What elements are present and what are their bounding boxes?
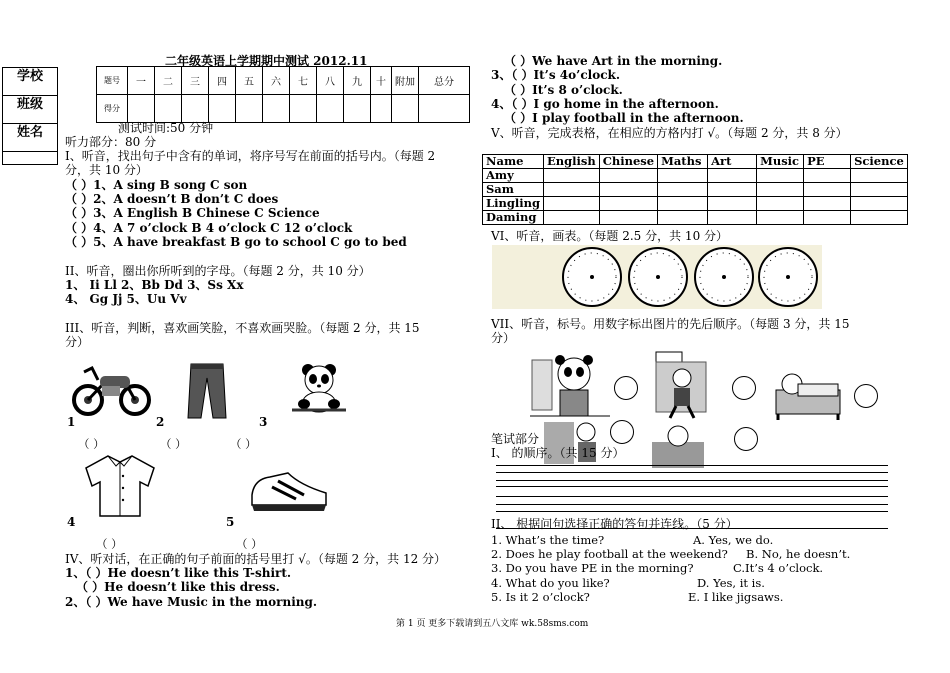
section4-title: IV、听对话，在正确的句子前面的括号里打 √。（每题 2 分，共 12 分）: [65, 552, 447, 566]
answer-paren: （ ）: [96, 537, 123, 551]
check-cell[interactable]: [599, 197, 657, 211]
section1-item: （ ）3、A English B Chinese C Science: [65, 206, 320, 220]
section5-title: V、听音，完成表格，在相应的方格内打 √。（每题 2 分，共 8 分）: [491, 126, 848, 140]
order-circle[interactable]: [610, 420, 634, 444]
check-cell[interactable]: [708, 169, 757, 183]
score-row-label: 得分: [97, 95, 128, 123]
score-header-cell: 三: [182, 67, 209, 95]
score-cell: [317, 95, 344, 123]
check-cell[interactable]: [544, 197, 600, 211]
name-label: 姓名: [3, 124, 57, 152]
score-cell: [209, 95, 236, 123]
check-cell[interactable]: [544, 169, 600, 183]
check-cell[interactable]: [658, 197, 708, 211]
girl-picture: [648, 424, 708, 470]
picture-number: 3: [259, 415, 268, 429]
section4-item: 4、（ ）I go home in the afternoon.: [491, 97, 719, 111]
picture-number: 1: [67, 415, 76, 429]
section2-row: 1、 Ii Ll 2、Bb Dd 3、Ss Xx: [65, 278, 244, 292]
header-maths: Maths: [658, 155, 708, 169]
score-header-cell: 附加: [392, 67, 419, 95]
section2-row: 4、 Gg Jj 5、Uu Vv: [65, 292, 187, 306]
school-label: 学校: [3, 68, 57, 96]
section4-item: 1、（ ）He doesn’t like this T-shirt.: [65, 566, 292, 580]
check-cell[interactable]: [851, 183, 908, 197]
section1-title: I、听音，找出句子中含有的单词，将序号写在前面的括号内。（每题 2: [65, 149, 436, 163]
section4-item: （ ）We have Art in the morning.: [504, 54, 723, 68]
sleeping-child-picture: [772, 362, 844, 420]
header-english: English: [544, 155, 600, 169]
clock-icon[interactable]: [563, 248, 621, 306]
check-cell[interactable]: [708, 211, 757, 225]
answer-paren: （ ）: [230, 437, 257, 451]
section1-item: （ ）2、A doesn’t B don’t C does: [65, 192, 279, 206]
question-item: 1. What’s the time?: [491, 533, 605, 547]
section4-item: （ ）He doesn’t like this dress.: [76, 580, 280, 594]
score-cell: [155, 95, 182, 123]
answer-paren: （ ）: [160, 437, 187, 451]
section1-item: （ ）4、A 7 o’clock B 4 o’clock C 12 o’clock: [65, 221, 353, 235]
score-table: [96, 66, 470, 123]
score-header-cell: 九: [344, 67, 371, 95]
subject-header-row: [483, 155, 908, 169]
score-value-row: [97, 95, 470, 123]
page-footer: 第 1 页 更多下载请到五八文库 wk.58sms.com: [396, 619, 589, 629]
check-cell[interactable]: [599, 183, 657, 197]
answer-paren: （ ）: [78, 437, 105, 451]
check-cell[interactable]: [544, 183, 600, 197]
class-label: 班级: [3, 96, 57, 124]
score-header-cell: 四: [209, 67, 236, 95]
table-row: [483, 183, 908, 197]
check-cell[interactable]: [658, 183, 708, 197]
student-name: Amy: [483, 169, 544, 183]
check-cell[interactable]: [851, 197, 908, 211]
written-section2-title: II、 根据问句选择正确的答句并连线。（5 分）: [491, 517, 738, 531]
header-music: Music: [757, 155, 804, 169]
score-header-row: [97, 67, 470, 95]
shirt-image: [80, 452, 160, 520]
section4-item: （ ）I play football in the afternoon.: [504, 111, 744, 125]
check-cell[interactable]: [599, 211, 657, 225]
score-cell: [128, 95, 155, 123]
check-cell[interactable]: [851, 211, 908, 225]
clocks-drawing: [560, 242, 822, 312]
score-header-cell: 二: [155, 67, 182, 95]
section3-title: III、听音，判断，喜欢画笑脸，不喜欢画哭脸。（每题 2 分，共 15: [65, 321, 420, 335]
score-cell: [290, 95, 317, 123]
subject-table: [482, 154, 908, 225]
section4-item: 3、（ ）It’s 4o’clock.: [491, 68, 620, 82]
section1-item: （ ）1、A sing B song C son: [65, 178, 248, 192]
writing-line[interactable]: [496, 472, 888, 473]
section3-title-cont: 分）: [65, 335, 90, 349]
score-header-cell: 十: [371, 67, 392, 95]
score-cell: [344, 95, 371, 123]
score-cell: [392, 95, 419, 123]
section1-title-cont: 分，共 10 分）: [65, 163, 148, 177]
student-info-box: [2, 67, 58, 165]
page-title: 二年级英语上学期期中测试 2012.11: [165, 54, 368, 68]
picture-number: 4: [67, 515, 76, 529]
clock-icon[interactable]: [695, 248, 753, 306]
panda-image: [288, 362, 350, 414]
section7-title-cont: 分）: [491, 331, 516, 345]
check-cell[interactable]: [757, 183, 804, 197]
table-row: [483, 197, 908, 211]
check-cell[interactable]: [708, 183, 757, 197]
writing-line[interactable]: [496, 511, 888, 512]
check-cell[interactable]: [804, 197, 851, 211]
header-art: Art: [708, 155, 757, 169]
question-item: 4. What do you like?: [491, 576, 610, 590]
section6-title: VI、听音，画表。（每题 2.5 分，共 10 分）: [491, 229, 729, 243]
answer-item: A. Yes, we do.: [693, 533, 774, 547]
check-cell[interactable]: [804, 183, 851, 197]
question-item: 3. Do you have PE in the morning?: [491, 561, 694, 575]
student-name: Daming: [483, 211, 544, 225]
section4-item: （ ）It’s 8 o’clock.: [504, 83, 623, 97]
clock-icon[interactable]: [759, 248, 817, 306]
score-header-cell: 六: [263, 67, 290, 95]
check-cell[interactable]: [851, 169, 908, 183]
check-cell[interactable]: [658, 169, 708, 183]
answer-item: D. Yes, it is.: [697, 576, 765, 590]
question-item: 5. Is it 2 o’clock?: [491, 590, 590, 604]
score-cell: [236, 95, 263, 123]
student-name: Lingling: [483, 197, 544, 211]
section2-title: II、听音，圈出你所听到的字母。（每题 2 分，共 10 分）: [65, 264, 371, 278]
check-cell[interactable]: [804, 169, 851, 183]
question-item: 2. Does he play football at the weekend?: [491, 547, 728, 561]
score-cell: [263, 95, 290, 123]
score-cell: [371, 95, 392, 123]
table-row: [483, 169, 908, 183]
written-section1-title: I、 的顺序。（共 15 分）: [491, 446, 625, 460]
writing-line[interactable]: [496, 480, 888, 481]
answer-item: C.It’s 4 o’clock.: [733, 561, 824, 575]
written-label: 笔试部分: [491, 432, 540, 446]
order-circle[interactable]: [854, 384, 878, 408]
check-cell[interactable]: [599, 169, 657, 183]
trousers-image: [186, 362, 228, 420]
header-chinese: Chinese: [599, 155, 657, 169]
score-cell: [419, 95, 470, 123]
writing-line[interactable]: [496, 496, 888, 497]
motorbike-image: [70, 360, 152, 418]
answer-item: E. I like jigsaws.: [688, 590, 784, 604]
test-time: 测试时间:50 分钟: [118, 121, 214, 135]
student-name: Sam: [483, 183, 544, 197]
score-cell: [182, 95, 209, 123]
sneaker-image: [248, 467, 330, 513]
score-header-cell: 八: [317, 67, 344, 95]
score-header-cell: 七: [290, 67, 317, 95]
order-circle[interactable]: [732, 376, 756, 400]
writing-line[interactable]: [496, 486, 888, 487]
check-cell[interactable]: [708, 197, 757, 211]
boy-picture: [540, 420, 610, 468]
header-science: Science: [851, 155, 908, 169]
picture-number: 5: [226, 515, 235, 529]
score-header-cell: 一: [128, 67, 155, 95]
header-pe: PE: [804, 155, 851, 169]
blank-cell: [3, 152, 57, 164]
listening-total: 听力部分：80 分: [65, 135, 157, 149]
score-header-cell: 五: [236, 67, 263, 95]
check-cell[interactable]: [658, 211, 708, 225]
check-cell[interactable]: [757, 197, 804, 211]
answer-paren: （ ）: [236, 537, 263, 551]
order-circle[interactable]: [614, 376, 638, 400]
table-row: [483, 211, 908, 225]
answer-item: B. No, he doesn’t.: [746, 547, 851, 561]
clock-icon[interactable]: [629, 248, 687, 306]
panda-school-picture: [530, 350, 610, 422]
check-cell[interactable]: [544, 211, 600, 225]
section1-item: （ ）5、A have breakfast B go to school C go to bed: [65, 235, 407, 249]
check-cell[interactable]: [757, 169, 804, 183]
check-cell[interactable]: [804, 211, 851, 225]
writing-line[interactable]: [496, 504, 888, 505]
school-boy-picture: [652, 350, 712, 422]
writing-line[interactable]: [496, 465, 888, 466]
section7-title: VII、听音，标号。用数字标出图片的先后顺序。（每题 3 分，共 15: [491, 317, 850, 331]
check-cell[interactable]: [757, 211, 804, 225]
order-circle[interactable]: [734, 427, 758, 451]
picture-number: 2: [156, 415, 165, 429]
header-name: Name: [483, 155, 544, 169]
score-header-cell: 总分: [419, 67, 470, 95]
score-header-cell: 题号: [97, 67, 128, 95]
section4-item: 2、（ ）We have Music in the morning.: [65, 595, 318, 609]
